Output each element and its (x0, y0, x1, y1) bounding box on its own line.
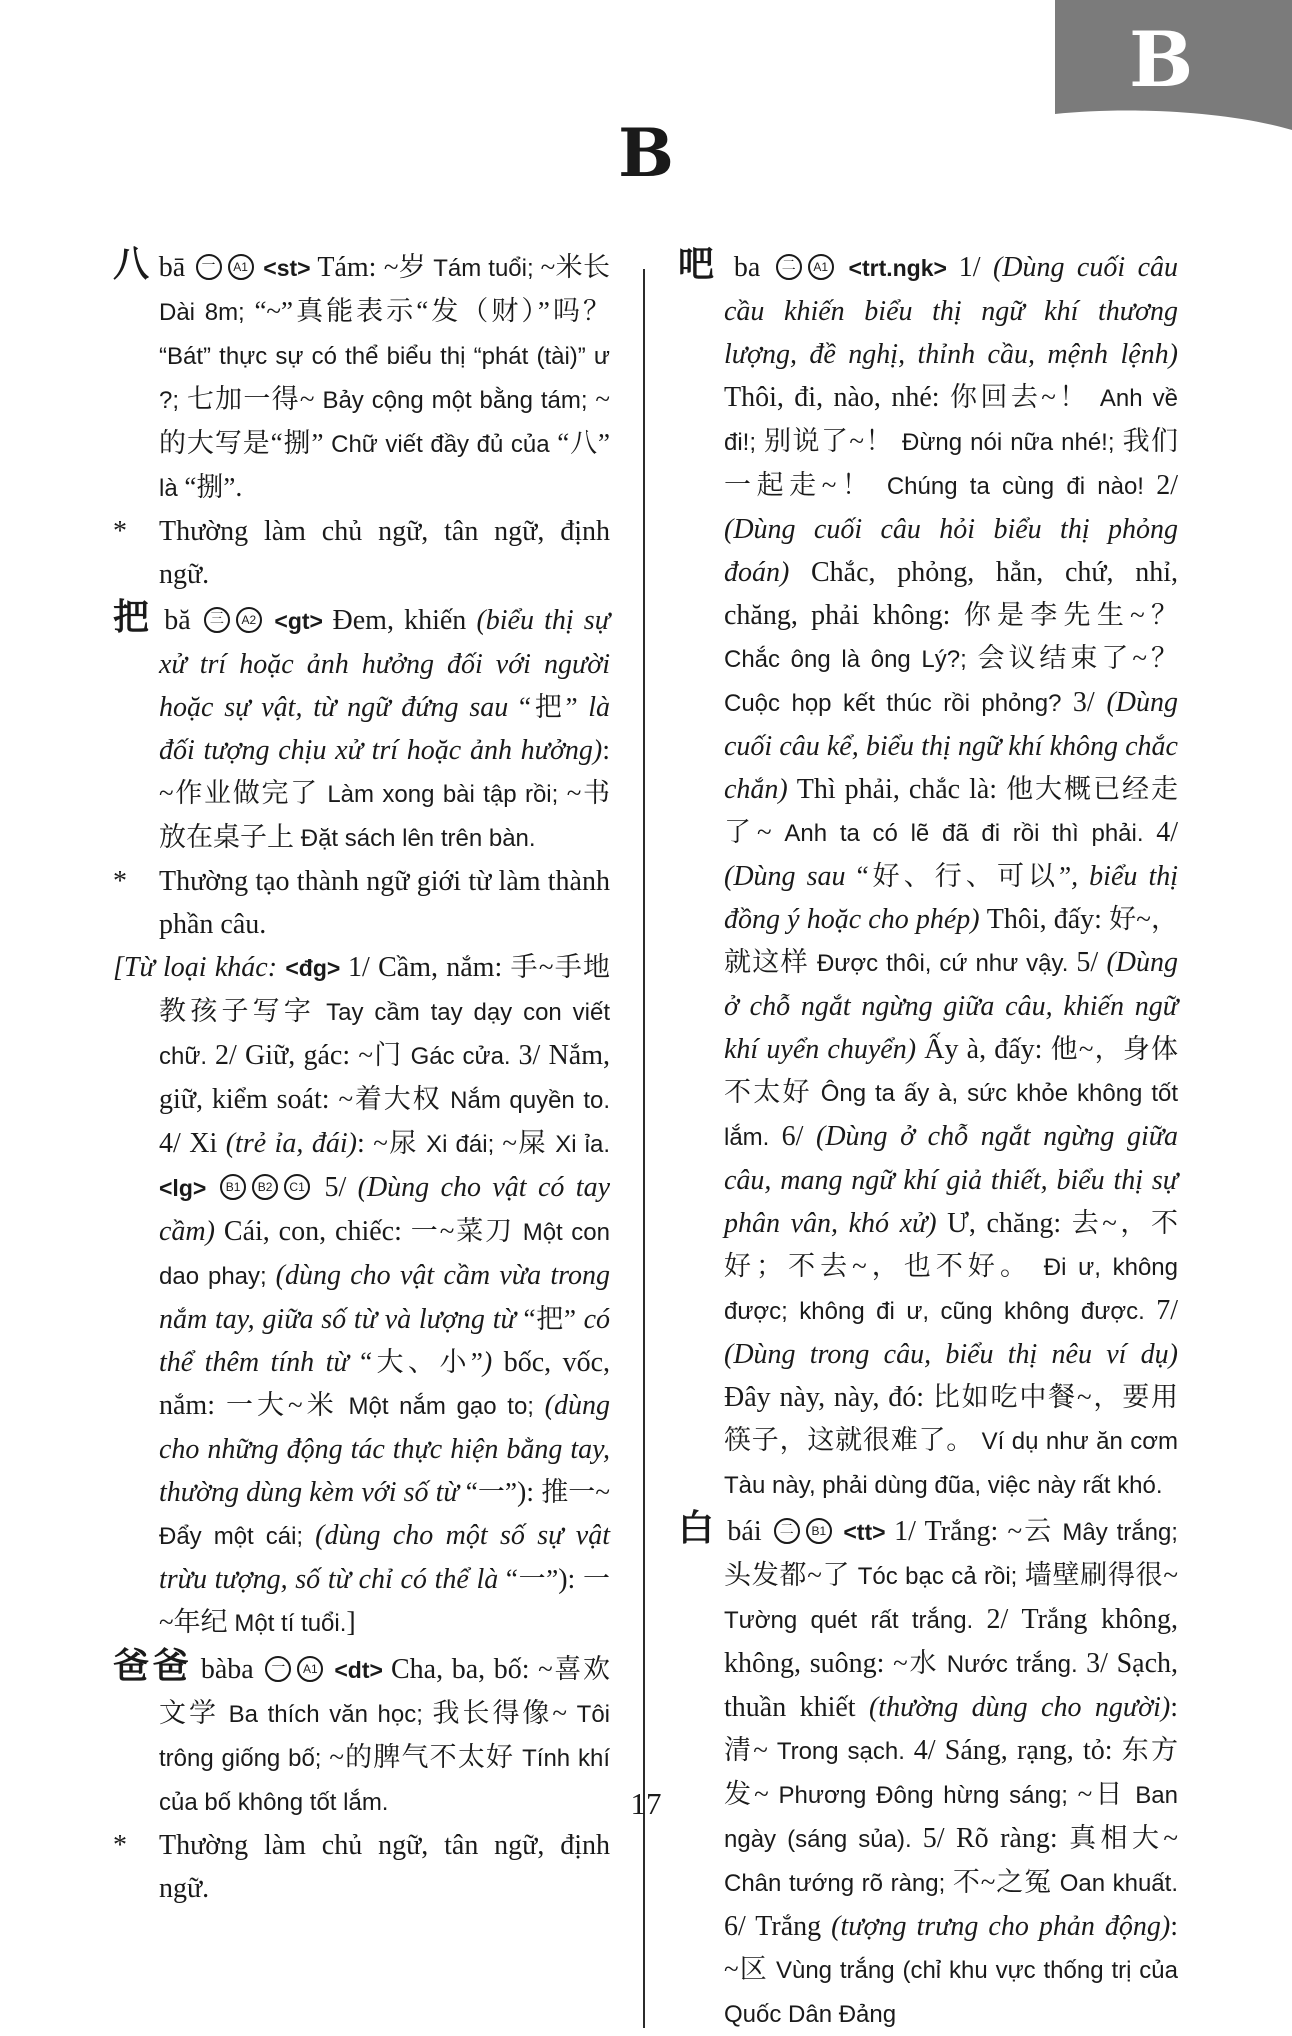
definition-text: ): (516, 1477, 542, 1508)
definition-text: Thôi, đấy: (986, 904, 1110, 935)
level-badge-icon: C1 (284, 1174, 310, 1200)
translation-text: Dài 8m; (159, 299, 255, 326)
pinyin: ba (721, 252, 773, 283)
definition-text: Đem, khiến (332, 605, 477, 636)
translation-text: là (159, 475, 185, 502)
definition-text: Ấy à, đấy: (924, 1034, 1051, 1065)
definition-text: 1/ (958, 252, 993, 283)
definition-text: . (235, 472, 243, 503)
translation-text: Chắc ông là ông Lý?; (724, 646, 978, 673)
chinese-example: ~的大写是“捌” (159, 384, 611, 458)
chinese-example: ~屎 (502, 1128, 556, 1158)
translation-text: Tường quét rất trắng. (724, 1607, 987, 1634)
level-badge-icon: A1 (297, 1656, 323, 1682)
pos-tag: <trt.ngk> (836, 255, 959, 281)
explanation-italic: (Dùng sau (724, 861, 857, 892)
chinese-example: “好、行、可以” (856, 861, 1072, 891)
chinese-example: 他大概已经走了~ (724, 774, 1178, 847)
explanation-italic: (Dùng trong câu, biểu thị nêu ví dụ) (724, 1339, 1178, 1370)
explanation-italic: (Dùng cuối câu kể, biểu thị ngữ khí không chắc chắn) (724, 687, 1178, 805)
pinyin: bái (718, 1516, 771, 1547)
definition-text: Chắc, phỏng, hẳn, chứ, nhỉ, chăng, phải không: (724, 557, 1179, 631)
translation-text: Đặt sách lên trên bàn. (300, 825, 536, 852)
definition-text: Cha, ba, bố: (390, 1654, 539, 1685)
definition-text: 5/ (313, 1172, 358, 1203)
level-badge-icon: A1 (808, 254, 834, 280)
translation-text: Bảy cộng một bằng tám; (322, 387, 596, 414)
column-divider (643, 269, 645, 2028)
chinese-example: 好~，就这样 (724, 904, 1178, 977)
explanation-italic: (tượng trưng cho phản động) (831, 1911, 1171, 1942)
chinese-example: ~门 (358, 1040, 411, 1070)
frequency-badge-icon: 二 (774, 1518, 800, 1544)
translation-text: Oan khuất. (1059, 1870, 1178, 1897)
definition-text: 2/ (1156, 470, 1179, 501)
translation-text: Ví dụ như ăn cơm Tàu này, phải dùng đũa, việc này rất khó. (724, 1428, 1179, 1499)
pinyin: bă (154, 605, 201, 636)
explanation-italic: (Dùng cho vật có tay cầm) (159, 1172, 610, 1247)
chinese-example: ~作业做完了 (159, 778, 328, 808)
translation-text: Ông ta ấy à, sức khỏe không tốt lắm. (724, 1080, 1179, 1151)
definition-text: Cái, con, chiếc: (223, 1216, 411, 1247)
definition-text: ] (346, 1607, 356, 1638)
translation-text: Mây trắng; (1062, 1519, 1178, 1546)
frequency-badge-icon: 二 (776, 254, 802, 280)
definition-text: Thì phải, chắc là: (796, 774, 1007, 805)
section-tab-letter: B (1129, 15, 1194, 104)
frequency-badge-icon: 一 (196, 254, 222, 280)
definition-text: bốc, vốc, nắm: (159, 1347, 611, 1421)
section-heading-letter: B (618, 114, 674, 192)
chinese-example: 他~，身体不太好 (724, 1034, 1179, 1107)
translation-text: Trong sạch. (776, 1738, 914, 1765)
definition-text: 1/ Cầm, nắm: (348, 952, 511, 983)
level-badge-icon: B1 (806, 1518, 832, 1544)
definition-text: 3/ (1072, 687, 1107, 718)
translation-text: Gác cửa. (410, 1043, 519, 1070)
definition-text: 6/ Trắng (724, 1911, 832, 1942)
chinese-example: 东方发~ (724, 1735, 1179, 1809)
level-badge-icon: A2 (236, 607, 262, 633)
definition-text: 3/ Nắm, giữ, kiểm soát: (159, 1040, 611, 1115)
chinese-example: ~着大权 (338, 1084, 451, 1114)
note-asterisk: * (113, 1830, 127, 1861)
definition-text: 4/ Sáng, rạng, tỏ: (913, 1735, 1122, 1766)
definition-text: ): (558, 1564, 584, 1595)
note-asterisk: * (113, 866, 127, 897)
chinese-example: 一~年纪 (159, 1564, 611, 1637)
chinese-example: “把” (519, 692, 589, 722)
chinese-example: ~尿 (373, 1128, 427, 1158)
chinese-example: 我长得像~ (432, 1698, 577, 1728)
dictionary-body (113, 243, 1178, 2036)
chinese-example: ~书放在桌子上 (159, 778, 611, 852)
chinese-example: ~的脾气不太好 (329, 1742, 523, 1772)
explanation-italic: (Dùng cuối câu cầu khiến biểu thị ngữ khí thương lượng, đề nghị, thỉnh cầu, mệnh lệnh) (724, 252, 1178, 370)
level-badge-icon: A1 (228, 254, 254, 280)
headword: 把 (113, 597, 155, 637)
definition-text: 3/ Sạch, thuần khiết (724, 1648, 1179, 1723)
chinese-example: 我们一起走~！ (724, 426, 1179, 500)
translation-text: Một nắm gạo to; (348, 1393, 545, 1420)
translation-text: Một con dao phay; (159, 1219, 610, 1290)
pos-tag: <gt> (264, 608, 333, 634)
chinese-example: 手~手地教孩子写字 (159, 952, 611, 1026)
translation-text: Được thôi, cứ như vậy. (816, 950, 1077, 977)
dict-entry (113, 243, 610, 510)
translation-text: Làm xong bài tập rồi; (327, 781, 567, 808)
translation-text: Một tí tuổi. (234, 1610, 347, 1637)
chinese-example: “八” (557, 428, 610, 458)
pos-tag: <dt> (326, 1657, 391, 1683)
chinese-example: ~日 (1077, 1779, 1136, 1809)
definition-text: Thường làm chủ ngữ, tân ngữ, định ngữ. (159, 1830, 610, 1904)
note-asterisk: * (113, 516, 127, 547)
chinese-example: 推一~ (541, 1477, 611, 1507)
chinese-example: 清~ (724, 1735, 777, 1765)
chinese-example: 会议结束了~？ (977, 643, 1179, 673)
chinese-example: ~岁 (383, 252, 434, 282)
translation-text: Cuộc họp kết thúc rồi phỏng? (724, 690, 1073, 717)
definition-text: Thôi, đi, nào, nhé: (724, 382, 950, 413)
pos-tag: <đg> (285, 955, 349, 981)
translation-text: Xi đái; (426, 1131, 503, 1158)
chinese-example: “~”真能表示“发（财）”吗？ (254, 296, 611, 326)
level-badge-icon: B2 (252, 1174, 278, 1200)
section-tab (1055, 0, 1292, 140)
explanation-italic: (Dùng ở chỗ ngắt ngừng giữa câu, khiến ngữ khí uyển chuyển) (724, 947, 1179, 1065)
frequency-badge-icon: 一 (265, 1656, 291, 1682)
chinese-example: “一” (465, 1477, 517, 1507)
headword: 吧 (678, 244, 722, 284)
headword: 白 (678, 1508, 719, 1548)
definition-text: : (1170, 1911, 1178, 1942)
definition-text: 7/ (1156, 1295, 1178, 1326)
translation-text: Xi ỉa. (555, 1131, 611, 1158)
explanation-italic: (Dùng ở chỗ ngắt ngừng giữa câu, mang ngữ khí giả thiết, biểu thị sự phân vân, khó xử) (724, 1121, 1178, 1239)
translation-text: Ban ngày (sáng sủa). (724, 1782, 1178, 1853)
explanation-italic: (dùng cho vật cầm vừa trong nắm tay, giữa số từ và lượng từ (159, 1260, 610, 1335)
headword: 八 (113, 244, 152, 284)
dict-entry (678, 243, 1178, 1507)
translation-text: Đẩy một cái; (159, 1523, 316, 1550)
dict-entry (113, 596, 610, 860)
translation-text: Tay cầm tay dạy con viết chữ. (159, 999, 611, 1070)
chinese-example: 你是李先生~？ (963, 600, 1179, 630)
chinese-example: ~喜欢文学 (159, 1654, 611, 1728)
chinese-example: 你回去~！ (949, 382, 1100, 412)
explanation-italic: có thể thêm tính từ (159, 1304, 611, 1378)
chinese-example: “一” (505, 1564, 559, 1594)
explanation-italic: ) (482, 1347, 504, 1378)
definition-text: Đây này, này, đó: (724, 1382, 933, 1413)
explanation-italic: , biểu thị đồng ý hoặc cho phép) (724, 861, 1179, 935)
pinyin: bā (151, 252, 193, 283)
usage-note (113, 860, 610, 946)
explanation-italic: [Từ loại khác: (113, 952, 286, 983)
definition-text: Ư, chăng: (947, 1208, 1072, 1239)
explanation-italic: là đối tượng chịu xử trí hoặc ảnh hưởng) (159, 692, 611, 766)
definition-text: 5/ Rõ ràng: (922, 1823, 1070, 1854)
chinese-example: “大、小” (360, 1347, 483, 1377)
chinese-example: ~云 (1007, 1516, 1063, 1546)
translation-text: Ba thích văn học; (228, 1701, 433, 1728)
definition-text: 2/ Giữ, gác: (215, 1040, 359, 1071)
definition-text: 2/ Trắng không, không, suông: (724, 1604, 1178, 1679)
chinese-example: ~水 (893, 1648, 947, 1678)
translation-text: Phương Đông hừng sáng; (778, 1782, 1078, 1809)
chinese-example: 真相大~ (1069, 1823, 1179, 1853)
level-badge-icon: B1 (220, 1174, 246, 1200)
translation-text: Chúng ta cùng đi nào! (886, 473, 1157, 500)
translation-text: Anh về đi!; (724, 385, 1179, 456)
explanation-italic: (biểu thị sự xử trí hoặc ảnh hưởng đối với người hoặc sự vật, từ ngữ đứng sau (159, 605, 610, 723)
page-number: 17 (630, 1786, 662, 1821)
other-senses-block (113, 946, 610, 1645)
definition-text: Thường làm chủ ngữ, tân ngữ, định ngữ. (159, 516, 610, 590)
translation-text: Chữ viết đầy đủ của (331, 431, 558, 458)
definition-text: 4/ (1156, 817, 1179, 848)
translation-text: Chân tướng rõ ràng; (724, 1870, 953, 1897)
translation-text: Anh ta có lẽ đã đi rồi thì phải. (784, 820, 1157, 847)
chinese-example: 一大~米 (226, 1390, 349, 1420)
usage-note (113, 1824, 610, 1910)
definition-text: Tám: (317, 252, 384, 283)
pos-tag: <tt> (834, 1519, 895, 1545)
translation-text: Tôi trông giống bố; (159, 1701, 611, 1772)
chinese-example: “把” (523, 1304, 584, 1334)
pos-tag: <lg> (159, 1175, 218, 1201)
left-column (113, 243, 610, 2036)
explanation-italic: (trẻ ỉa, đái) (225, 1128, 357, 1159)
chinese-example: 头发都~了 (724, 1560, 858, 1590)
chinese-example: 一~菜刀 (410, 1216, 523, 1246)
explanation-italic: (dùng cho một số sự vật trừu tượng, số từ chỉ có thể là (159, 1520, 610, 1595)
definition-text: Thường tạo thành ngữ giới từ làm thành phần câu. (159, 866, 610, 940)
chinese-example: 七加一得~ (186, 384, 323, 414)
definition-text: : (602, 735, 610, 766)
pos-tag: <st> (256, 255, 318, 281)
translation-text: Đừng nói nữa nhé!; (901, 429, 1123, 456)
translation-text: Đi ư, không được; không đi ư, cũng không được. (724, 1254, 1179, 1325)
explanation-italic: (Dùng cuối câu hỏi biểu thị phỏng đoán) (724, 514, 1178, 588)
frequency-badge-icon: 三 (204, 607, 230, 633)
headword: 爸爸 (113, 1646, 193, 1686)
definition-text: : (1170, 1692, 1178, 1723)
definition-text: : (357, 1128, 374, 1159)
definition-text: 4/ Xi (159, 1128, 226, 1159)
chinese-example: “捌” (184, 472, 236, 502)
right-column (678, 243, 1178, 2036)
chinese-example: 比如吃中餐~，要用筷子，这就很难了。 (724, 1382, 1179, 1455)
translation-text: “Bát” thực sự có thể biểu thị “phát (tài)” ư ?; (159, 343, 610, 414)
translation-text: Tóc bạc cả rồi; (857, 1563, 1025, 1590)
chinese-example: ~米长 (540, 252, 610, 282)
chinese-example: ~区 (724, 1954, 776, 1984)
explanation-italic: (dùng cho những động tác thực hiện bằng tay, thường dùng kèm với số từ (159, 1390, 610, 1508)
explanation-italic: (thường dùng cho người) (868, 1692, 1171, 1723)
usage-note (113, 510, 610, 596)
definition-text: 6/ (781, 1121, 816, 1152)
translation-text: Tám tuổi; (433, 255, 541, 282)
dict-entry (678, 1507, 1178, 2036)
translation-text: Nước trắng. (946, 1651, 1087, 1678)
pinyin: bàba (192, 1654, 263, 1685)
translation-text: Vùng trắng (chỉ khu vực thống trị của Quốc Dân Đảng (724, 1957, 1178, 2028)
definition-text: 1/ Trắng: (894, 1516, 1008, 1547)
chinese-example: 去~，不好；不去~，也不好。 (724, 1208, 1179, 1281)
translation-text: Nắm quyền to. (450, 1087, 610, 1114)
translation-text: Tính khí của bố không tốt lắm. (159, 1745, 610, 1816)
chinese-example: 别说了~！ (764, 426, 902, 456)
definition-text: 5/ (1076, 947, 1107, 978)
chinese-example: 墙壁刷得很~ (1024, 1560, 1179, 1590)
chinese-example: 不~之冤 (952, 1867, 1060, 1897)
